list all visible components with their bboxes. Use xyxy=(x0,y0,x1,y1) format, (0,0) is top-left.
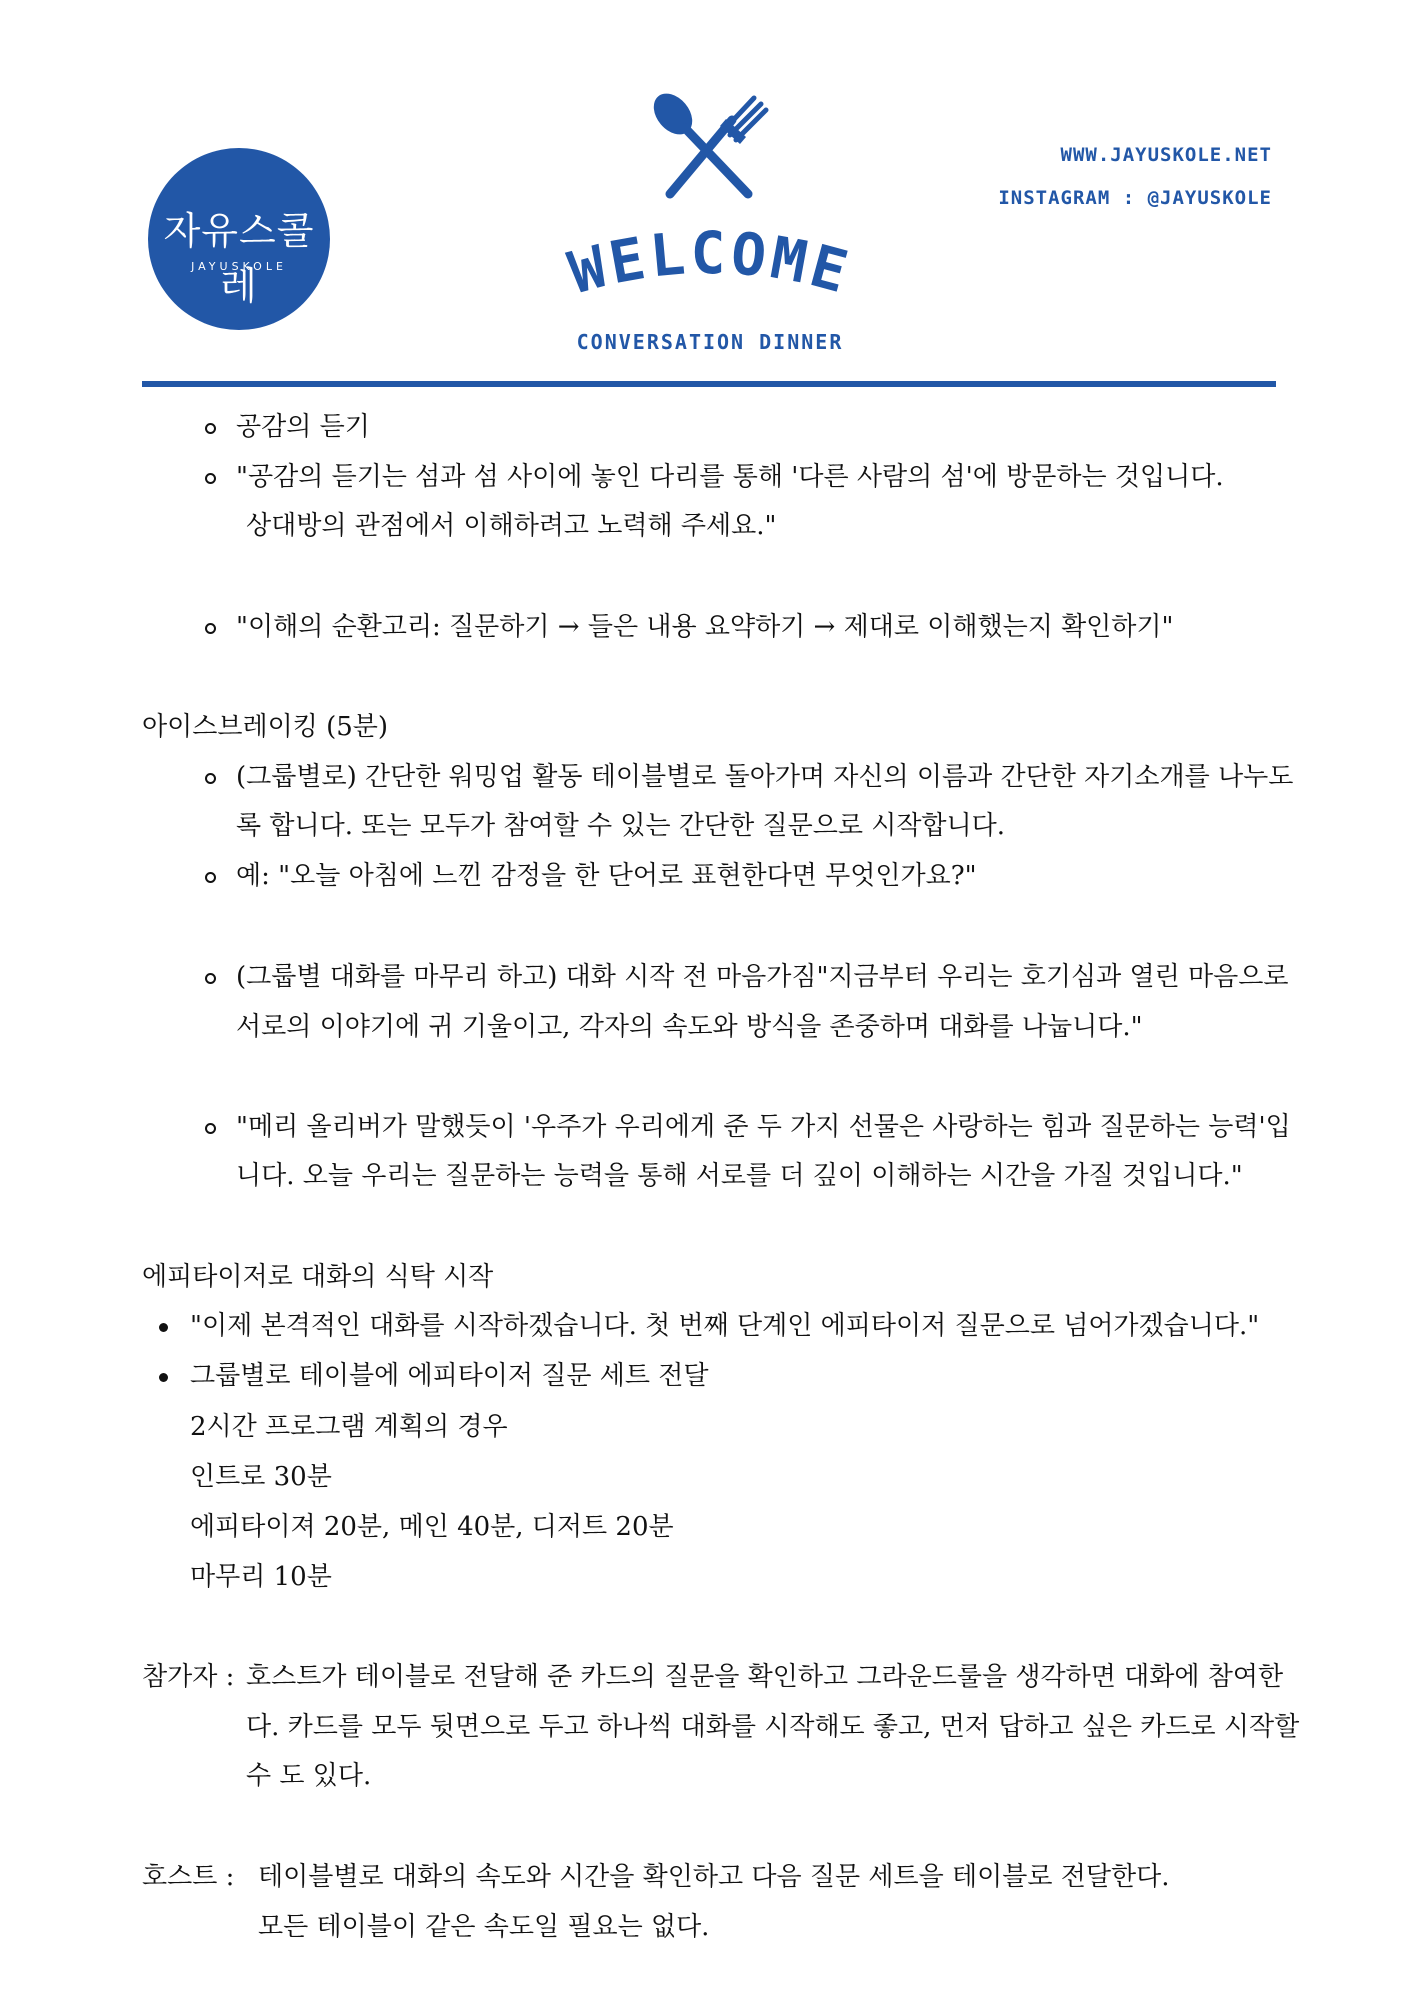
welcome-title xyxy=(540,215,880,325)
subtitle: CONVERSATION DINNER xyxy=(576,330,844,354)
schedule-line: 인트로 30분 xyxy=(190,1462,332,1492)
participant-label: 참가자 : xyxy=(142,1662,235,1692)
list-item-continuation: 상대방의 관점에서 이해하려고 노력해 주세요." xyxy=(246,511,777,541)
list-item: "이해의 순환고리: 질문하기 → 들은 내용 요약하기 → 제대로 이해했는지 확인하기" xyxy=(236,612,1174,642)
list-item: "메리 올리버가 말했듯이 '우주가 우리에게 준 두 가지 선물은 사랑하는 힘과 질문하는 능력'입 xyxy=(236,1112,1291,1142)
logo xyxy=(148,148,330,330)
host-text: 테이블별로 대화의 속도와 시간을 확인하고 다음 질문 세트을 테이블로 전달한다. xyxy=(258,1862,1170,1892)
section-heading-appetizer: 에피타이저로 대화의 식탁 시작 xyxy=(142,1262,494,1292)
participant-text: 다. 카드를 모두 뒷면으로 두고 하나씩 대화를 시작해도 좋고, 먼저 답하고 싶은 카드로 시작할 xyxy=(246,1712,1300,1742)
list-item: 공감의 듣기 xyxy=(236,412,370,442)
list-item-continuation: 니다. 오늘 우리는 질문하는 능력을 통해 서로를 더 깊이 이해하는 시간을 가질 것입니다." xyxy=(236,1161,1243,1191)
schedule-line: 에피타이져 20분, 메인 40분, 디저트 20분 xyxy=(190,1512,674,1542)
list-item: (그룹별로) 간단한 워밍업 활동 테이블별로 돌아가며 자신의 이름과 간단한 자기소개를 나누도 xyxy=(236,762,1294,792)
list-item: 예: "오늘 아침에 느낀 감정을 한 단어로 표현한다면 무엇인가요?" xyxy=(236,861,977,891)
welcome-text: WELCOME xyxy=(561,219,859,308)
spoon-icon xyxy=(650,90,748,194)
logo-sub-text: JAYUSKOLE xyxy=(191,260,287,273)
header-divider xyxy=(142,381,1276,387)
bullet-item: "이제 본격적인 대화를 시작하겠습니다. 첫 번째 단계인 에피타이저 질문으로 넘어가겠습니다." xyxy=(190,1311,1260,1341)
schedule-line: 마무리 10분 xyxy=(190,1562,332,1592)
svg-text:WELCOME xyxy=(562,219,859,307)
list-item: "공감의 듣기는 섬과 섬 사이에 놓인 다리를 통해 '다른 사람의 섬'에 방문하는 것입니다. xyxy=(236,462,1224,492)
website-link[interactable]: WWW.JAYUSKOLE.NET xyxy=(1060,144,1272,166)
list-item-continuation: 록 합니다. 또는 모두가 참여할 수 있는 간단한 질문으로 시작합니다. xyxy=(236,811,1006,841)
list-item: (그룹별 대화를 마무리 하고) 대화 시작 전 마음가짐"지금부터 우리는 호기심과 열린 마음으로 xyxy=(236,962,1289,992)
section-heading-icebreak: 아이스브레이킹 (5분) xyxy=(142,712,389,742)
list-item-continuation: 서로의 이야기에 귀 기울이고, 각자의 속도와 방식을 존중하며 대화를 나눕니다." xyxy=(236,1012,1143,1042)
utensils-icon xyxy=(650,90,770,200)
instagram-handle[interactable]: INSTAGRAM : @JAYUSKOLE xyxy=(998,187,1272,209)
schedule-line: 2시간 프로그램 계획의 경우 xyxy=(190,1412,508,1442)
participant-text: 호스트가 테이블로 전달해 준 카드의 질문을 확인하고 그라운드룰을 생각하면 대화에 참여한 xyxy=(246,1662,1284,1692)
host-label: 호스트 : xyxy=(142,1862,235,1892)
bullet-item: 그룹별로 테이블에 에피타이저 질문 세트 전달 xyxy=(190,1361,709,1391)
host-text: 모든 테이블이 같은 속도일 필요는 없다. xyxy=(258,1912,710,1942)
participant-text: 수 도 있다. xyxy=(246,1761,372,1791)
logo-korean-text: 자유스콜레 xyxy=(163,209,315,308)
